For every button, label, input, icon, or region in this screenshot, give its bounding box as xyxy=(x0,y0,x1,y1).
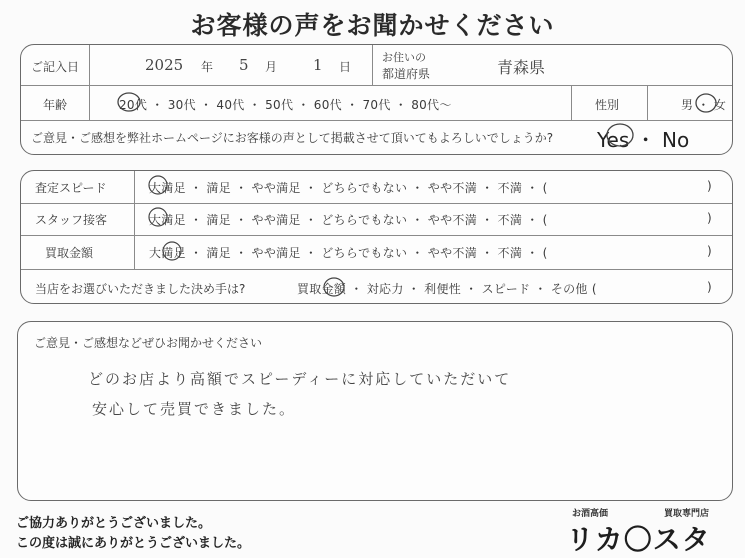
comment-line-1[interactable]: どのお店より高額でスピーディーに対応していただいて xyxy=(88,370,512,388)
divider xyxy=(647,85,648,120)
consent-options[interactable]: Yes ・ No xyxy=(597,128,690,152)
logo-tagline-left: お酒高価 xyxy=(572,509,609,519)
consent-question: ご意見・ご感想を弊社ホームページにお客様の声として掲載させて頂いてもよろしいでしょうか? xyxy=(31,131,554,145)
thanks-line-2: この度は誠にありがとうございました。 xyxy=(16,536,251,551)
divider xyxy=(571,85,572,120)
divider xyxy=(21,235,732,236)
decision-close-paren: ) xyxy=(707,280,712,294)
thanks-line-1: ご協力ありがとうございました。 xyxy=(16,516,212,531)
gender-options[interactable]: 男 ・ 女 xyxy=(681,98,727,112)
basic-info-section xyxy=(20,44,733,155)
prefecture-value[interactable]: 青森県 xyxy=(497,58,546,77)
rating-close-paren: ) xyxy=(707,244,712,258)
comments-label: ご意見・ご感想などぜひお聞かせください xyxy=(34,336,263,350)
age-options[interactable]: 20代 ・ 30代 ・ 40代 ・ 50代 ・ 60代 ・ 70代 ・ 80代～ xyxy=(119,98,452,112)
divider xyxy=(89,45,90,120)
prefecture-label: 都道府県 xyxy=(382,67,431,81)
divider xyxy=(21,269,732,270)
gender-label: 性別 xyxy=(595,98,620,112)
logo-name: リカ〇スタ xyxy=(566,523,711,556)
day-unit: 日 xyxy=(339,60,352,74)
divider xyxy=(21,120,732,121)
date-year[interactable]: 2025 xyxy=(145,56,184,74)
rating-close-paren: ) xyxy=(707,211,712,225)
year-unit: 年 xyxy=(201,60,214,74)
age-label: 年齢 xyxy=(43,98,68,112)
logo-tagline-right: 買取専門店 xyxy=(664,509,710,519)
date-day[interactable]: 1 xyxy=(313,56,323,74)
comment-line-2[interactable]: 安心して売買できました。 xyxy=(92,400,297,418)
logo xyxy=(560,506,740,556)
ratings-section xyxy=(20,170,733,304)
page-title: お客様の声をお聞かせください xyxy=(190,11,555,40)
divider xyxy=(21,203,732,204)
decision-options[interactable]: 買取金額 ・ 対応力 ・ 利便性 ・ スピード ・ その他 ( xyxy=(297,282,597,296)
divider xyxy=(372,45,373,85)
rating-label-price: 買取金額 xyxy=(45,246,94,260)
rating-options-staff[interactable]: 大満足 ・ 満足 ・ やや満足 ・ どちらでもない ・ やや不満 ・ 不満 ・ ( xyxy=(149,213,548,227)
divider xyxy=(134,171,135,269)
comments-section xyxy=(17,321,733,501)
month-unit: 月 xyxy=(265,60,278,74)
rating-close-paren: ) xyxy=(707,179,712,193)
rating-options-price[interactable]: 大満足 ・ 満足 ・ やや満足 ・ どちらでもない ・ やや不満 ・ 不満 ・ ( xyxy=(149,246,548,260)
entry-date-label: ご記入日 xyxy=(31,60,80,74)
decision-question: 当店をお選びいただきました決め手は? xyxy=(35,282,246,296)
date-month[interactable]: 5 xyxy=(239,56,249,74)
divider xyxy=(21,85,732,86)
rating-label-staff: スタッフ接客 xyxy=(35,213,108,227)
prefecture-label: お住いの xyxy=(382,51,426,64)
rating-options-speed[interactable]: 大満足 ・ 満足 ・ やや満足 ・ どちらでもない ・ やや不満 ・ 不満 ・ ( xyxy=(149,181,548,195)
rating-label-speed: 査定スピード xyxy=(35,181,107,195)
